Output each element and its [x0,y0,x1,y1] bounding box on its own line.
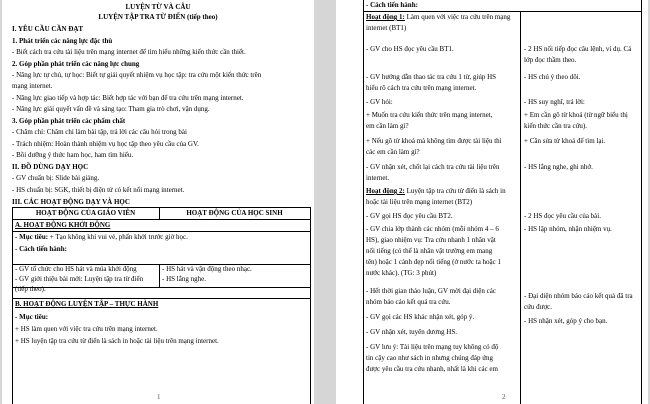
teacher-step: - GV giới thiệu bài mới: Luyện tập tra từ điển [15,275,144,283]
activity-1-label: Hoạt động 1: [366,13,405,21]
subheading: 3. Góp phần phát triển các phẩm chất [12,117,126,125]
text-line: mạng internet. [12,82,53,90]
text-line: - Năng lực giao tiếp và hợp tác: Biết hợp tác với bạn để tra cứu trên mạng internet. [12,94,244,102]
table-border [310,207,311,404]
page-number: 1 [157,393,161,401]
page-number: 2 [502,393,506,401]
text-line: - Năng lực giải quyết vấn đề và sáng tạo: Tham gia trò chơi, vận dụng. [12,105,210,113]
table-border [12,219,310,220]
table-header-teacher: HOẠT ĐỘNG CỦA GIÁO VIÊN [35,209,136,217]
teacher-step: - GV hướng dẫn thao tác tra cứu 1 từ, giúp HS [366,73,497,81]
teacher-step: nhóm báo cáo kết quả tra cứu. [366,298,451,306]
student-step: - HS suy nghĩ, trả lời: [524,98,585,106]
activity-1-text: Làm quen với việc tra cứu trên mạng [404,13,511,21]
table-border [363,0,364,404]
student-step: + Em cần gõ từ khoá (từ ngữ biểu thị [524,111,628,119]
subheading: 1. Phát triển các năng lực đặc thù [12,37,113,45]
student-step: - HS hát và vận động theo nhạc. [162,265,252,273]
teacher-step: - Hết thời gian thảo luận, GV mời đại diện các [366,287,496,295]
teacher-step: HS), giao nhiệm vụ: Tra cứu nhanh 1 nhân vật [366,236,496,244]
table-border [12,298,310,299]
activity-2-label: Hoạt động 2: [366,187,405,195]
activity-2-text: Luyện tập tra cứu từ điển là sách in [404,187,506,195]
teacher-step: (tiếp theo). [15,285,46,293]
text-line: - Bồi dưỡng ý thức ham học, ham tìm hiểu. [12,151,134,159]
text-line: internet (BT1) [366,24,407,32]
activity-b-title: B. HOẠT ĐỘNG LUYỆN TẬP – THỰC HÀNH [15,300,159,308]
teacher-step: tên) hoặc 1 cảnh đẹp nổi tiếng (ở nước ta hoặc 1 [366,258,502,266]
activity-a-title: A. HOẠT ĐỘNG KHỞI ĐỘNG [15,221,111,229]
student-step: - Đại diện nhóm báo cáo kết quả đã tra [524,292,633,300]
teacher-step: tin cậy cao như sách in nhưng chúng đáp ứng [366,354,494,362]
teacher-step: internet. [366,174,390,182]
text-line: + HS làm quen với việc tra cứu trên mạng internet. [15,325,158,333]
student-step: - 2 HS đọc yêu cầu của bài. [524,212,601,220]
student-step: - HS lắng nghe. [162,275,206,283]
student-step: - HS nhận xét, góp ý cho bạn. [524,317,608,325]
goal-label: - Mục tiêu: [15,233,49,241]
document-page-2 [336,0,648,404]
student-step: kiến thức cần tra cứu). [524,122,587,130]
section-heading-2: II. ĐỒ DÙNG DẠY HỌC [12,163,89,171]
table-border [12,207,310,208]
section-heading-1: I. YÊU CẦU CẦN ĐẠT [12,25,84,33]
text-line: - GV chuẩn bị: Slide bài giảng. [12,174,100,182]
teacher-step: hiểu rõ cách tra cứu trên mạng internet. [366,84,477,92]
teacher-step: - GV nhận xét, chốt lại cách tra cứu tài liệu trên [366,163,500,171]
teacher-step: - GV gọi HS đọc yêu cầu BT2. [366,212,453,220]
teacher-step: - GV cho HS đọc yêu cầu BT1. [366,45,454,53]
text-line: - Chăm chỉ: Chăm chỉ làm bài tập, trả lời các câu hỏi trong bài [12,128,187,136]
lesson-title: LUYỆN TỪ VÀ CÂU [125,3,191,11]
table-border [159,264,160,287]
teacher-step: - GV gọi các HS khác nhận xét, góp ý. [366,313,475,321]
section-heading-3: III. CÁC HOẠT ĐỘNG DẠY VÀ HỌC [12,198,130,206]
text-line: - Năng lực tự chủ, tự học: Biết tự giải quyết nhiệm vụ học tập: tra cứu một kiến thức trên [12,71,262,79]
table-border [12,207,13,404]
table-border [12,287,310,288]
student-step: - HS chú ý theo dõi. [524,73,581,81]
teacher-step: các em cần làm gì? [366,148,420,156]
teacher-step: được yêu cầu tra cứu nhanh, nhất là khi các em [366,365,498,373]
teacher-step: - GV lưu ý: Tài liệu trên mạng tuy không có độ [366,343,499,351]
table-border [363,11,641,12]
student-step: + Cần sửa từ khoá để tìm lại. [524,137,606,145]
activity-1-heading [366,13,510,22]
activity-2-heading [366,187,506,196]
student-step: cứu được. [524,303,553,311]
method-label: - Cách tiến hành: [366,1,418,9]
teacher-step: - GV chia lớp thành các nhóm (mỗi nhóm 4 – 6 [366,225,499,233]
document-page-1 [2,0,314,404]
teacher-step: + Muốn tra cứu kiến thức trên mạng internet, [366,111,493,119]
text-line: hoặc tài liệu trên mạng internet (BT2) [366,198,473,206]
method-label: - Cách tiến hành: [15,245,67,253]
student-step: - HS lập nhóm, nhận nhiệm vụ. [524,225,612,233]
lesson-subtitle: LUYỆN TẬP TRA TỪ ĐIỂN (tiếp theo) [98,13,218,21]
teacher-step: - GV nhận xét, tuyên dương HS. [366,328,457,336]
student-step: lớp đọc thầm theo. [524,56,577,64]
table-border [12,231,310,232]
subheading: 2. Góp phần phát triển các năng lực chung [12,60,140,68]
text-line: - HS chuẩn bị: SGK, thiết bị điện tử có kết nối mạng internet. [12,186,185,194]
teacher-step: + Nếu gõ từ khoá mà không tìm được tài liệu thì [366,137,502,145]
teacher-step: - GV tổ chức cho HS hát và múa khởi động [15,265,137,273]
text-line: - Trách nhiệm: Hoàn thành nhiệm vụ học tập theo yêu cầu của GV. [12,140,199,148]
teacher-step: em cần làm gì? [366,122,409,130]
goal-text: + Tạo không khí vui vẻ, phấn khởi trước giờ học. [49,233,188,241]
goal-label: - Mục tiêu: [15,313,49,321]
table-border [520,11,521,404]
text-line: - Biết cách tra cứu tài liệu trên mạng internet để tìm hiểu những kiến thức cần thiết. [12,48,246,56]
text-line: + HS luyện tập tra cứu từ điển là sách in hoặc tài liệu trên mạng internet. [15,337,219,345]
student-step: - HS lắng nghe, ghi nhớ. [524,163,593,171]
teacher-step: nổi tiếng (có thể là nhân vật trường em mang [366,247,493,255]
table-header-student: HOẠT ĐỘNG CỦA HỌC SINH [186,209,283,217]
teacher-step: - GV hỏi: [366,98,393,106]
student-step: - 2 HS nối tiếp đọc câu lệnh, ví dụ. Cả [524,45,632,53]
table-border [641,0,642,404]
teacher-step: nước khác). (TG: 3 phút) [366,269,437,277]
goal-line [15,233,188,242]
